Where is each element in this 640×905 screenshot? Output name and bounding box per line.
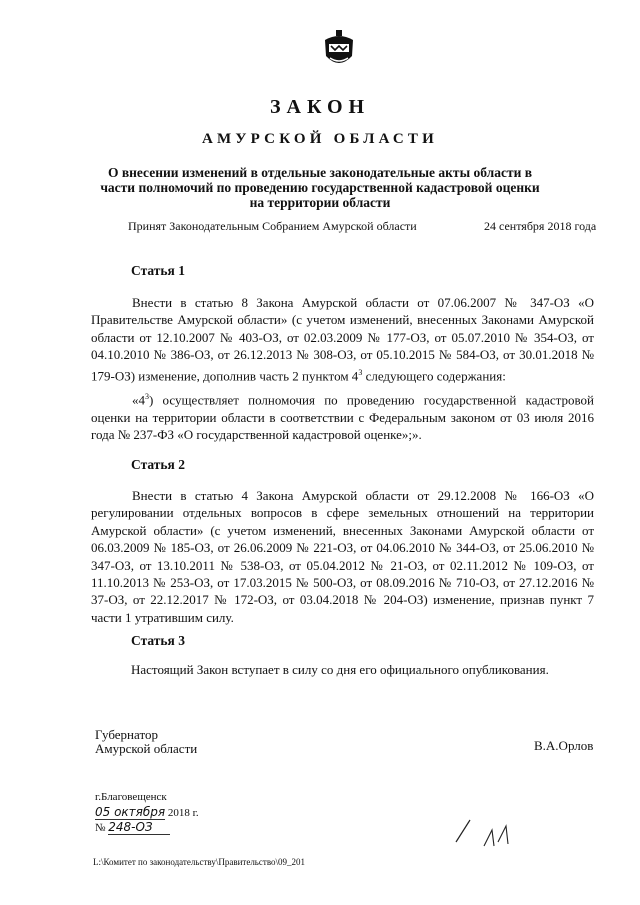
coat-of-arms-icon bbox=[321, 30, 357, 70]
handwritten-date: 05 октября bbox=[95, 805, 166, 819]
article-1-text: Внести в статью 8 Закона Амурской области от 07.06.2007 № 347-ОЗ «О Правительстве Амурской области» (с учетом изменений, внесенных Законами Амурской области от 12.10.2007 № 403-ОЗ, от 02.03.2009 № 177-ОЗ, от 05.07.2010 № 354-ОЗ, от 04.10.2010 № 386-ОЗ, от 26.12.2013 № 308-ОЗ, от 05.10.2015 № 584-ОЗ, от 30.01.2018 № 179-ОЗ) изменение, дополнив часть 2 пунктом 4 bbox=[91, 295, 594, 383]
article-1-quote bbox=[91, 388, 594, 444]
subject-line: О внесении изменений в отдельные законодательные акты области в bbox=[107, 165, 533, 180]
superscript: 3 bbox=[358, 367, 363, 377]
handwritten-number: 248-ОЗ bbox=[108, 820, 170, 835]
signatory-name: В.А.Орлов bbox=[534, 738, 594, 753]
file-path: L:\Комитет по законодательству\Правительство\09_201 bbox=[93, 857, 306, 867]
article-3-paragraph: Настоящий Закон вступает в силу со дня его официального опубликования. bbox=[131, 662, 549, 677]
superscript: 3 bbox=[145, 392, 149, 401]
subject-line: на территории области bbox=[249, 195, 391, 210]
article-1-text-end: следующего содержания: bbox=[362, 367, 506, 383]
handwritten-signature bbox=[452, 812, 522, 857]
number-label: № bbox=[95, 822, 106, 834]
article-1-heading: Статья 1 bbox=[131, 263, 185, 278]
adopted-by: Принят Законодательным Собранием Амурской области bbox=[128, 219, 417, 233]
quote-text: ) осуществляет полномочия по проведению государственной кадастровой оценки на территории области в соответствии с Федеральным законом от 03 июля 2016 года № 237-ФЗ «О государственной кадастровой оценке»;». bbox=[91, 392, 594, 443]
signatory-title-line: Губернатор bbox=[95, 727, 158, 742]
signing-date bbox=[95, 805, 199, 820]
law-subject bbox=[60, 165, 580, 210]
article-2-paragraph: Внести в статью 4 Закона Амурской области от 29.12.2008 № 166-ОЗ «О регулировании отдельных вопросов в сфере земельных отношений на территории Амурской области» (с учетом изменений, внесенных Законами Амурской области от 06.03.2009 № 185-ОЗ, от 26.06.2009 № 221-ОЗ, от 04.06.2010 № 344-ОЗ, от 25.06.2010 № 347-ОЗ, от 13.10.2011 № 538-ОЗ, от 05.04.2012 № 21-ОЗ, от 02.11.2012 № 109-ОЗ, от 11.10.2013 № 253-ОЗ, от 17.03.2015 № 500-ОЗ, от 08.09.2016 № 710-ОЗ, от 27.12.2016 № 37-ОЗ, от 22.12.2017 № 172-ОЗ, от 03.04.2018 № 204-ОЗ) изменение, признав пункт 7 части 1 утратившим силу. bbox=[91, 488, 594, 625]
city: г.Благовещенск bbox=[95, 791, 167, 803]
adopted-date: 24 сентября 2018 года bbox=[484, 219, 597, 233]
signatory-title-line: Амурской области bbox=[95, 741, 198, 756]
signing-year: 2018 г. bbox=[167, 807, 199, 819]
region-title: АМУРСКОЙ ОБЛАСТИ bbox=[202, 131, 438, 147]
law-number bbox=[95, 820, 170, 835]
signatory-title bbox=[95, 728, 197, 756]
article-3-heading: Статья 3 bbox=[131, 633, 185, 648]
quote-open: «4 bbox=[132, 392, 145, 408]
document-type-title: ЗАКОН bbox=[269, 96, 371, 118]
subject-line: части полномочий по проведению государственной кадастровой оценки bbox=[100, 180, 540, 195]
article-2-heading: Статья 2 bbox=[131, 457, 185, 472]
article-1-paragraph bbox=[91, 294, 594, 384]
